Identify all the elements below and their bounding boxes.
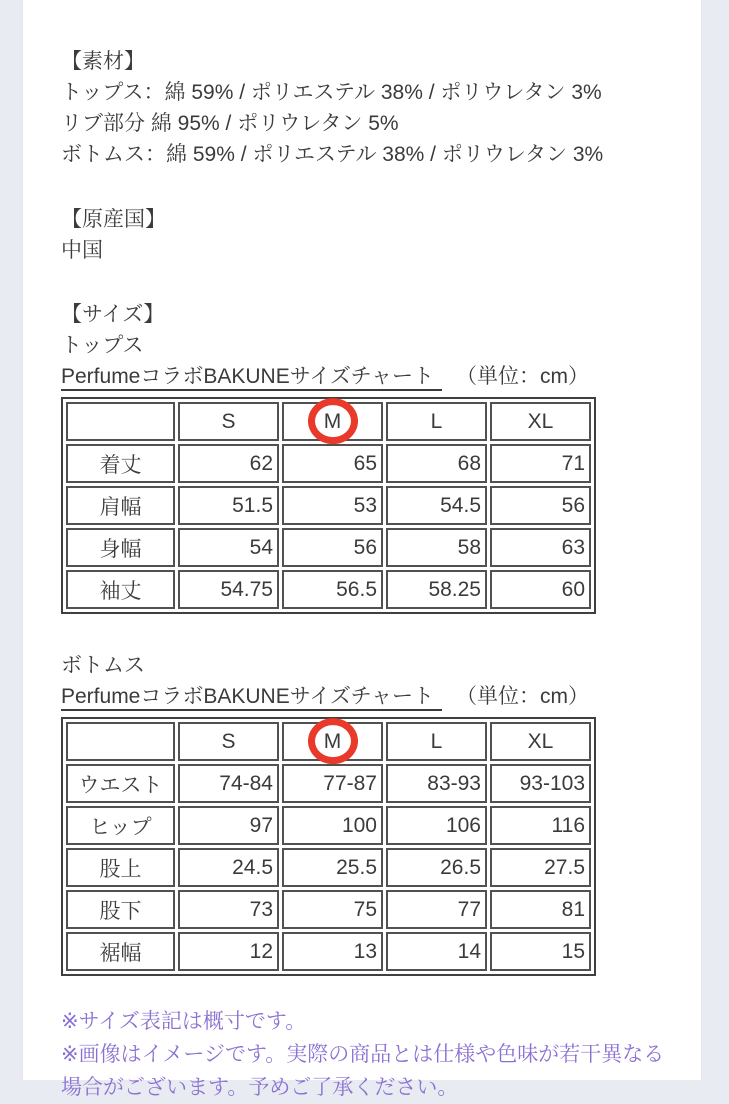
size-row — [66, 528, 591, 567]
material-line-bottoms: ボトムス：綿 59% / ポリエステル 38% / ポリウレタン 3% — [61, 143, 604, 166]
size-value-cell: 58.25 — [386, 570, 487, 609]
size-value-cell: 15 — [490, 932, 591, 971]
material-section — [61, 46, 683, 170]
size-value-cell: 53 — [282, 486, 383, 525]
size-value-cell: 56 — [282, 528, 383, 567]
bottoms-chart-title: PerfumeコラボBAKUNEサイズチャート — [61, 685, 442, 711]
tops-chart-title: PerfumeコラボBAKUNEサイズチャート — [61, 365, 442, 391]
size-header-row — [66, 402, 591, 441]
size-row — [66, 764, 591, 803]
size-value-cell: 14 — [386, 932, 487, 971]
size-value-cell: 54 — [178, 528, 279, 567]
origin-section — [61, 204, 683, 266]
origin-value: 中国 — [61, 239, 103, 262]
size-row-label: 股下 — [66, 890, 175, 929]
bottoms-chart-title-line — [61, 681, 683, 712]
size-row-label: 股上 — [66, 848, 175, 887]
size-value-cell: 51.5 — [178, 486, 279, 525]
tops-chart-title-line — [61, 361, 683, 392]
size-value-cell: 68 — [386, 444, 487, 483]
size-col-header-xl: XL — [490, 722, 591, 761]
size-value-cell: 77 — [386, 890, 487, 929]
size-col-header-m: M — [282, 402, 383, 441]
size-value-cell: 116 — [490, 806, 591, 845]
size-value-cell: 97 — [178, 806, 279, 845]
size-value-cell: 56.5 — [282, 570, 383, 609]
bottoms-unit-note: （単位：cm） — [456, 685, 589, 708]
size-value-cell: 58 — [386, 528, 487, 567]
m-size-highlight-ring — [308, 718, 358, 764]
size-value-cell: 60 — [490, 570, 591, 609]
size-value-cell: 106 — [386, 806, 487, 845]
tops-unit-note: （単位：cm） — [456, 365, 589, 388]
size-value-cell: 62 — [178, 444, 279, 483]
size-value-cell: 56 — [490, 486, 591, 525]
note-image-disclaimer-2: 場合がございます。予めご了承ください。 — [61, 1076, 459, 1099]
size-row-label: 肩幅 — [66, 486, 175, 525]
size-row-label: 裾幅 — [66, 932, 175, 971]
corner-cell — [66, 402, 175, 441]
size-row-label: ヒップ — [66, 806, 175, 845]
size-row — [66, 806, 591, 845]
size-value-cell: 93-103 — [490, 764, 591, 803]
size-value-cell: 24.5 — [178, 848, 279, 887]
bottoms-size-table — [61, 717, 596, 976]
size-value-cell: 25.5 — [282, 848, 383, 887]
size-header-row — [66, 722, 591, 761]
bottoms-garment-label: ボトムス — [61, 654, 145, 677]
size-row-label: 身幅 — [66, 528, 175, 567]
note-image-disclaimer-1: ※画像はイメージです。実際の商品とは仕様や色味が若干異なる — [61, 1043, 665, 1066]
size-value-cell: 77-87 — [282, 764, 383, 803]
material-heading: 【素材】 — [61, 50, 145, 73]
corner-cell — [66, 722, 175, 761]
size-col-header-xl: XL — [490, 402, 591, 441]
size-value-cell: 83-93 — [386, 764, 487, 803]
material-line-tops: トップス：綿 59% / ポリエステル 38% / ポリウレタン 3% — [61, 81, 602, 104]
size-value-cell: 13 — [282, 932, 383, 971]
size-value-cell: 54.75 — [178, 570, 279, 609]
size-value-cell: 65 — [282, 444, 383, 483]
size-value-cell: 26.5 — [386, 848, 487, 887]
size-row — [66, 486, 591, 525]
size-row-label: 袖丈 — [66, 570, 175, 609]
size-col-header-l: L — [386, 402, 487, 441]
tops-garment-label: トップス — [61, 334, 144, 357]
size-col-header-m: M — [282, 722, 383, 761]
size-value-cell: 27.5 — [490, 848, 591, 887]
notes-section — [61, 1005, 683, 1104]
size-row — [66, 444, 591, 483]
tops-size-table — [61, 397, 596, 614]
size-value-cell: 81 — [490, 890, 591, 929]
size-section — [61, 299, 683, 976]
size-row-label: ウエスト — [66, 764, 175, 803]
size-value-cell: 71 — [490, 444, 591, 483]
m-size-highlight-ring — [308, 398, 358, 444]
size-col-header-s: S — [178, 722, 279, 761]
note-size-approx: ※サイズ表記は概寸です。 — [61, 1010, 307, 1033]
size-value-cell: 74-84 — [178, 764, 279, 803]
size-value-cell: 63 — [490, 528, 591, 567]
size-col-header-l: L — [386, 722, 487, 761]
size-row — [66, 932, 591, 971]
size-value-cell: 12 — [178, 932, 279, 971]
content-area — [22, 0, 702, 1099]
size-value-cell: 75 — [282, 890, 383, 929]
size-value-cell: 100 — [282, 806, 383, 845]
size-heading: 【サイズ】 — [61, 303, 165, 326]
size-value-cell: 73 — [178, 890, 279, 929]
size-row — [66, 570, 591, 609]
size-row — [66, 848, 591, 887]
material-line-rib: リブ部分 綿 95% / ポリウレタン 5% — [61, 112, 399, 135]
size-value-cell: 54.5 — [386, 486, 487, 525]
origin-heading: 【原産国】 — [61, 208, 166, 231]
size-row-label: 着丈 — [66, 444, 175, 483]
size-col-header-s: S — [178, 402, 279, 441]
size-row — [66, 890, 591, 929]
